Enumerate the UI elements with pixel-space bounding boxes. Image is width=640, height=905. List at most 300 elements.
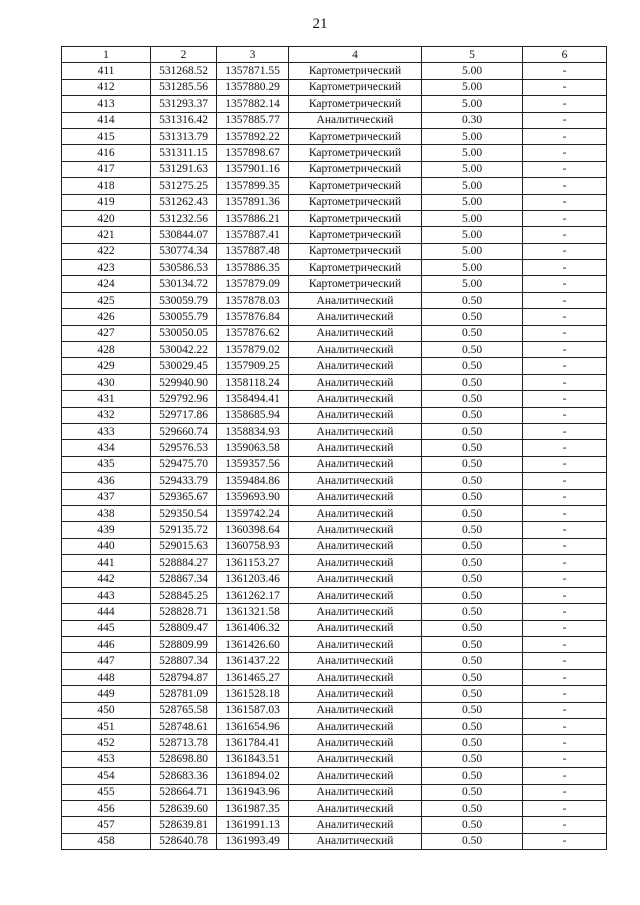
point-number-cell: 458 [62,833,151,849]
note-cell: - [523,571,607,587]
accuracy-cell: 0.50 [422,702,523,718]
x-coordinate-cell: 531275.25 [151,178,217,194]
accuracy-cell: 0.50 [422,489,523,505]
point-number-cell: 413 [62,96,151,112]
x-coordinate-cell: 529135.72 [151,522,217,538]
accuracy-cell: 0.50 [422,768,523,784]
point-number-cell: 452 [62,735,151,751]
accuracy-cell: 0.50 [422,538,523,554]
point-number-cell: 436 [62,473,151,489]
x-coordinate-cell: 529717.86 [151,407,217,423]
point-number-cell: 430 [62,374,151,390]
note-cell: - [523,817,607,833]
y-coordinate-cell: 1361321.58 [217,604,289,620]
x-coordinate-cell: 528781.09 [151,686,217,702]
note-cell: - [523,800,607,816]
x-coordinate-cell: 528639.81 [151,817,217,833]
page-number: 21 [312,16,328,32]
note-cell: - [523,833,607,849]
x-coordinate-cell: 528867.34 [151,571,217,587]
accuracy-cell: 0.50 [422,653,523,669]
accuracy-cell: 5.00 [422,210,523,226]
point-number-cell: 435 [62,456,151,472]
note-cell: - [523,587,607,603]
point-number-cell: 422 [62,243,151,259]
accuracy-cell: 5.00 [422,243,523,259]
y-coordinate-cell: 1357887.41 [217,227,289,243]
note-cell: - [523,719,607,735]
point-number-cell: 437 [62,489,151,505]
table-row [62,128,607,144]
note-cell: - [523,96,607,112]
method-cell: Аналитический [289,423,422,439]
note-cell: - [523,751,607,767]
y-coordinate-cell: 1360398.64 [217,522,289,538]
header-cell: 2 [151,47,217,63]
x-coordinate-cell: 529576.53 [151,440,217,456]
note-cell: - [523,440,607,456]
y-coordinate-cell: 1358834.93 [217,423,289,439]
header-cell: 4 [289,47,422,63]
point-number-cell: 443 [62,587,151,603]
note-cell: - [523,260,607,276]
x-coordinate-cell: 528664.71 [151,784,217,800]
note-cell: - [523,243,607,259]
method-cell: Аналитический [289,473,422,489]
note-cell: - [523,178,607,194]
table-row [62,194,607,210]
x-coordinate-cell: 528639.60 [151,800,217,816]
method-cell: Аналитический [289,456,422,472]
table-row [62,309,607,325]
accuracy-cell: 0.50 [422,587,523,603]
x-coordinate-cell: 528640.78 [151,833,217,849]
note-cell: - [523,702,607,718]
y-coordinate-cell: 1357876.84 [217,309,289,325]
x-coordinate-cell: 530774.34 [151,243,217,259]
table-row [62,145,607,161]
y-coordinate-cell: 1357892.22 [217,128,289,144]
table-row [62,260,607,276]
x-coordinate-cell: 528884.27 [151,555,217,571]
accuracy-cell: 0.50 [422,571,523,587]
y-coordinate-cell: 1361153.27 [217,555,289,571]
y-coordinate-cell: 1361991.13 [217,817,289,833]
table-row [62,456,607,472]
table-row [62,505,607,521]
table-row [62,391,607,407]
point-number-cell: 455 [62,784,151,800]
y-coordinate-cell: 1357909.25 [217,358,289,374]
y-coordinate-cell: 1357901.16 [217,161,289,177]
y-coordinate-cell: 1357882.14 [217,96,289,112]
method-cell: Аналитический [289,571,422,587]
note-cell: - [523,407,607,423]
y-coordinate-cell: 1361262.17 [217,587,289,603]
table-row [62,587,607,603]
y-coordinate-cell: 1361993.49 [217,833,289,849]
accuracy-cell: 5.00 [422,63,523,79]
note-cell: - [523,784,607,800]
point-number-cell: 442 [62,571,151,587]
y-coordinate-cell: 1357887.48 [217,243,289,259]
accuracy-cell: 0.50 [422,686,523,702]
x-coordinate-cell: 531262.43 [151,194,217,210]
y-coordinate-cell: 1357886.35 [217,260,289,276]
note-cell: - [523,227,607,243]
method-cell: Аналитический [289,374,422,390]
method-cell: Аналитический [289,489,422,505]
method-cell: Аналитический [289,407,422,423]
method-cell: Аналитический [289,833,422,849]
table-row [62,423,607,439]
method-cell: Аналитический [289,325,422,341]
accuracy-cell: 5.00 [422,79,523,95]
accuracy-cell: 0.50 [422,309,523,325]
note-cell: - [523,489,607,505]
table-row [62,96,607,112]
method-cell: Аналитический [289,440,422,456]
note-cell: - [523,423,607,439]
table-row [62,276,607,292]
accuracy-cell: 0.50 [422,473,523,489]
y-coordinate-cell: 1361426.60 [217,637,289,653]
x-coordinate-cell: 529660.74 [151,423,217,439]
point-number-cell: 420 [62,210,151,226]
note-cell: - [523,522,607,538]
x-coordinate-cell: 528794.87 [151,669,217,685]
note-cell: - [523,653,607,669]
x-coordinate-cell: 528765.58 [151,702,217,718]
x-coordinate-cell: 529365.67 [151,489,217,505]
point-number-cell: 431 [62,391,151,407]
x-coordinate-cell: 530050.05 [151,325,217,341]
note-cell: - [523,686,607,702]
method-cell: Аналитический [289,620,422,636]
note-cell: - [523,79,607,95]
accuracy-cell: 0.50 [422,342,523,358]
point-number-cell: 423 [62,260,151,276]
accuracy-cell: 0.30 [422,112,523,128]
accuracy-cell: 0.50 [422,784,523,800]
table-row [62,653,607,669]
point-number-cell: 439 [62,522,151,538]
table-row [62,374,607,390]
note-cell: - [523,620,607,636]
table-row [62,800,607,816]
table-row [62,161,607,177]
note-cell: - [523,473,607,489]
method-cell: Картометрический [289,128,422,144]
accuracy-cell: 5.00 [422,194,523,210]
x-coordinate-cell: 529015.63 [151,538,217,554]
table-row [62,637,607,653]
table-row [62,522,607,538]
note-cell: - [523,555,607,571]
y-coordinate-cell: 1358494.41 [217,391,289,407]
table-row [62,210,607,226]
method-cell: Аналитический [289,686,422,702]
y-coordinate-cell: 1357876.62 [217,325,289,341]
table-row [62,833,607,849]
method-cell: Аналитический [289,358,422,374]
accuracy-cell: 0.50 [422,456,523,472]
accuracy-cell: 0.50 [422,325,523,341]
header-cell: 1 [62,47,151,63]
method-cell: Аналитический [289,604,422,620]
accuracy-cell: 0.50 [422,604,523,620]
x-coordinate-cell: 530029.45 [151,358,217,374]
point-number-cell: 416 [62,145,151,161]
method-cell: Аналитический [289,768,422,784]
point-number-cell: 457 [62,817,151,833]
method-cell: Картометрический [289,96,422,112]
table-row [62,227,607,243]
table-row [62,571,607,587]
y-coordinate-cell: 1357891.36 [217,194,289,210]
table-row [62,407,607,423]
header-cell: 3 [217,47,289,63]
method-cell: Аналитический [289,669,422,685]
method-cell: Аналитический [289,653,422,669]
note-cell: - [523,145,607,161]
point-number-cell: 411 [62,63,151,79]
y-coordinate-cell: 1358118.24 [217,374,289,390]
y-coordinate-cell: 1361943.96 [217,784,289,800]
y-coordinate-cell: 1361894.02 [217,768,289,784]
header-cell: 5 [422,47,523,63]
x-coordinate-cell: 528828.71 [151,604,217,620]
method-cell: Картометрический [289,260,422,276]
note-cell: - [523,637,607,653]
accuracy-cell: 0.50 [422,407,523,423]
x-coordinate-cell: 531313.79 [151,128,217,144]
method-cell: Картометрический [289,276,422,292]
y-coordinate-cell: 1361437.22 [217,653,289,669]
note-cell: - [523,63,607,79]
y-coordinate-cell: 1361784.41 [217,735,289,751]
x-coordinate-cell: 530055.79 [151,309,217,325]
note-cell: - [523,538,607,554]
point-number-cell: 432 [62,407,151,423]
y-coordinate-cell: 1359063.58 [217,440,289,456]
y-coordinate-cell: 1361406.32 [217,620,289,636]
x-coordinate-cell: 528807.34 [151,653,217,669]
method-cell: Аналитический [289,702,422,718]
accuracy-cell: 0.50 [422,391,523,407]
header-row [62,47,607,63]
table-body [62,63,607,850]
method-cell: Картометрический [289,227,422,243]
method-cell: Картометрический [289,145,422,161]
header-cell: 6 [523,47,607,63]
y-coordinate-cell: 1361465.27 [217,669,289,685]
x-coordinate-cell: 531285.56 [151,79,217,95]
method-cell: Аналитический [289,800,422,816]
x-coordinate-cell: 528683.36 [151,768,217,784]
accuracy-cell: 5.00 [422,227,523,243]
point-number-cell: 445 [62,620,151,636]
point-number-cell: 453 [62,751,151,767]
y-coordinate-cell: 1357899.35 [217,178,289,194]
x-coordinate-cell: 530042.22 [151,342,217,358]
x-coordinate-cell: 529350.54 [151,505,217,521]
point-number-cell: 446 [62,637,151,653]
accuracy-cell: 0.50 [422,833,523,849]
table-row [62,440,607,456]
point-number-cell: 447 [62,653,151,669]
method-cell: Аналитический [289,538,422,554]
y-coordinate-cell: 1357885.77 [217,112,289,128]
y-coordinate-cell: 1359693.90 [217,489,289,505]
note-cell: - [523,276,607,292]
accuracy-cell: 0.50 [422,719,523,735]
accuracy-cell: 5.00 [422,145,523,161]
coordinates-table [61,46,607,850]
accuracy-cell: 5.00 [422,178,523,194]
accuracy-cell: 0.50 [422,555,523,571]
point-number-cell: 454 [62,768,151,784]
note-cell: - [523,325,607,341]
point-number-cell: 412 [62,79,151,95]
y-coordinate-cell: 1357886.21 [217,210,289,226]
x-coordinate-cell: 529433.79 [151,473,217,489]
note-cell: - [523,161,607,177]
point-number-cell: 427 [62,325,151,341]
accuracy-cell: 5.00 [422,128,523,144]
x-coordinate-cell: 531268.52 [151,63,217,79]
table-row [62,555,607,571]
y-coordinate-cell: 1358685.94 [217,407,289,423]
note-cell: - [523,292,607,308]
accuracy-cell: 0.50 [422,505,523,521]
method-cell: Картометрический [289,243,422,259]
x-coordinate-cell: 529475.70 [151,456,217,472]
note-cell: - [523,391,607,407]
y-coordinate-cell: 1361987.35 [217,800,289,816]
table-row [62,112,607,128]
x-coordinate-cell: 529792.96 [151,391,217,407]
point-number-cell: 425 [62,292,151,308]
point-number-cell: 438 [62,505,151,521]
x-coordinate-cell: 531293.37 [151,96,217,112]
table-row [62,63,607,79]
method-cell: Картометрический [289,79,422,95]
y-coordinate-cell: 1361587.03 [217,702,289,718]
table-row [62,768,607,784]
y-coordinate-cell: 1357878.03 [217,292,289,308]
x-coordinate-cell: 528809.47 [151,620,217,636]
point-number-cell: 429 [62,358,151,374]
method-cell: Аналитический [289,522,422,538]
method-cell: Аналитический [289,112,422,128]
note-cell: - [523,768,607,784]
method-cell: Аналитический [289,391,422,407]
accuracy-cell: 0.50 [422,423,523,439]
x-coordinate-cell: 531232.56 [151,210,217,226]
table-row [62,292,607,308]
x-coordinate-cell: 529940.90 [151,374,217,390]
point-number-cell: 451 [62,719,151,735]
table-row [62,342,607,358]
table-row [62,784,607,800]
y-coordinate-cell: 1359742.24 [217,505,289,521]
note-cell: - [523,210,607,226]
accuracy-cell: 5.00 [422,161,523,177]
x-coordinate-cell: 531316.42 [151,112,217,128]
accuracy-cell: 5.00 [422,260,523,276]
y-coordinate-cell: 1357880.29 [217,79,289,95]
point-number-cell: 456 [62,800,151,816]
point-number-cell: 433 [62,423,151,439]
y-coordinate-cell: 1361654.96 [217,719,289,735]
y-coordinate-cell: 1359484.86 [217,473,289,489]
accuracy-cell: 0.50 [422,620,523,636]
y-coordinate-cell: 1361203.46 [217,571,289,587]
method-cell: Аналитический [289,292,422,308]
note-cell: - [523,669,607,685]
table-row [62,79,607,95]
note-cell: - [523,456,607,472]
accuracy-cell: 5.00 [422,96,523,112]
x-coordinate-cell: 530586.53 [151,260,217,276]
note-cell: - [523,342,607,358]
note-cell: - [523,309,607,325]
note-cell: - [523,735,607,751]
point-number-cell: 417 [62,161,151,177]
y-coordinate-cell: 1360758.93 [217,538,289,554]
table-row [62,686,607,702]
x-coordinate-cell: 530059.79 [151,292,217,308]
x-coordinate-cell: 528713.78 [151,735,217,751]
y-coordinate-cell: 1357871.55 [217,63,289,79]
table-row [62,817,607,833]
note-cell: - [523,128,607,144]
point-number-cell: 448 [62,669,151,685]
x-coordinate-cell: 530844.07 [151,227,217,243]
note-cell: - [523,194,607,210]
y-coordinate-cell: 1357879.09 [217,276,289,292]
table-row [62,604,607,620]
accuracy-cell: 0.50 [422,800,523,816]
table-row [62,325,607,341]
point-number-cell: 444 [62,604,151,620]
table-row [62,702,607,718]
x-coordinate-cell: 528698.80 [151,751,217,767]
y-coordinate-cell: 1357898.67 [217,145,289,161]
method-cell: Аналитический [289,784,422,800]
table-row [62,489,607,505]
accuracy-cell: 0.50 [422,637,523,653]
accuracy-cell: 0.50 [422,751,523,767]
y-coordinate-cell: 1361528.18 [217,686,289,702]
table-row [62,751,607,767]
point-number-cell: 428 [62,342,151,358]
table-row [62,538,607,554]
accuracy-cell: 5.00 [422,276,523,292]
point-number-cell: 449 [62,686,151,702]
table-row [62,735,607,751]
table-row [62,178,607,194]
point-number-cell: 441 [62,555,151,571]
table-row [62,358,607,374]
method-cell: Аналитический [289,505,422,521]
table-row [62,669,607,685]
accuracy-cell: 0.50 [422,440,523,456]
accuracy-cell: 0.50 [422,735,523,751]
accuracy-cell: 0.50 [422,292,523,308]
x-coordinate-cell: 530134.72 [151,276,217,292]
